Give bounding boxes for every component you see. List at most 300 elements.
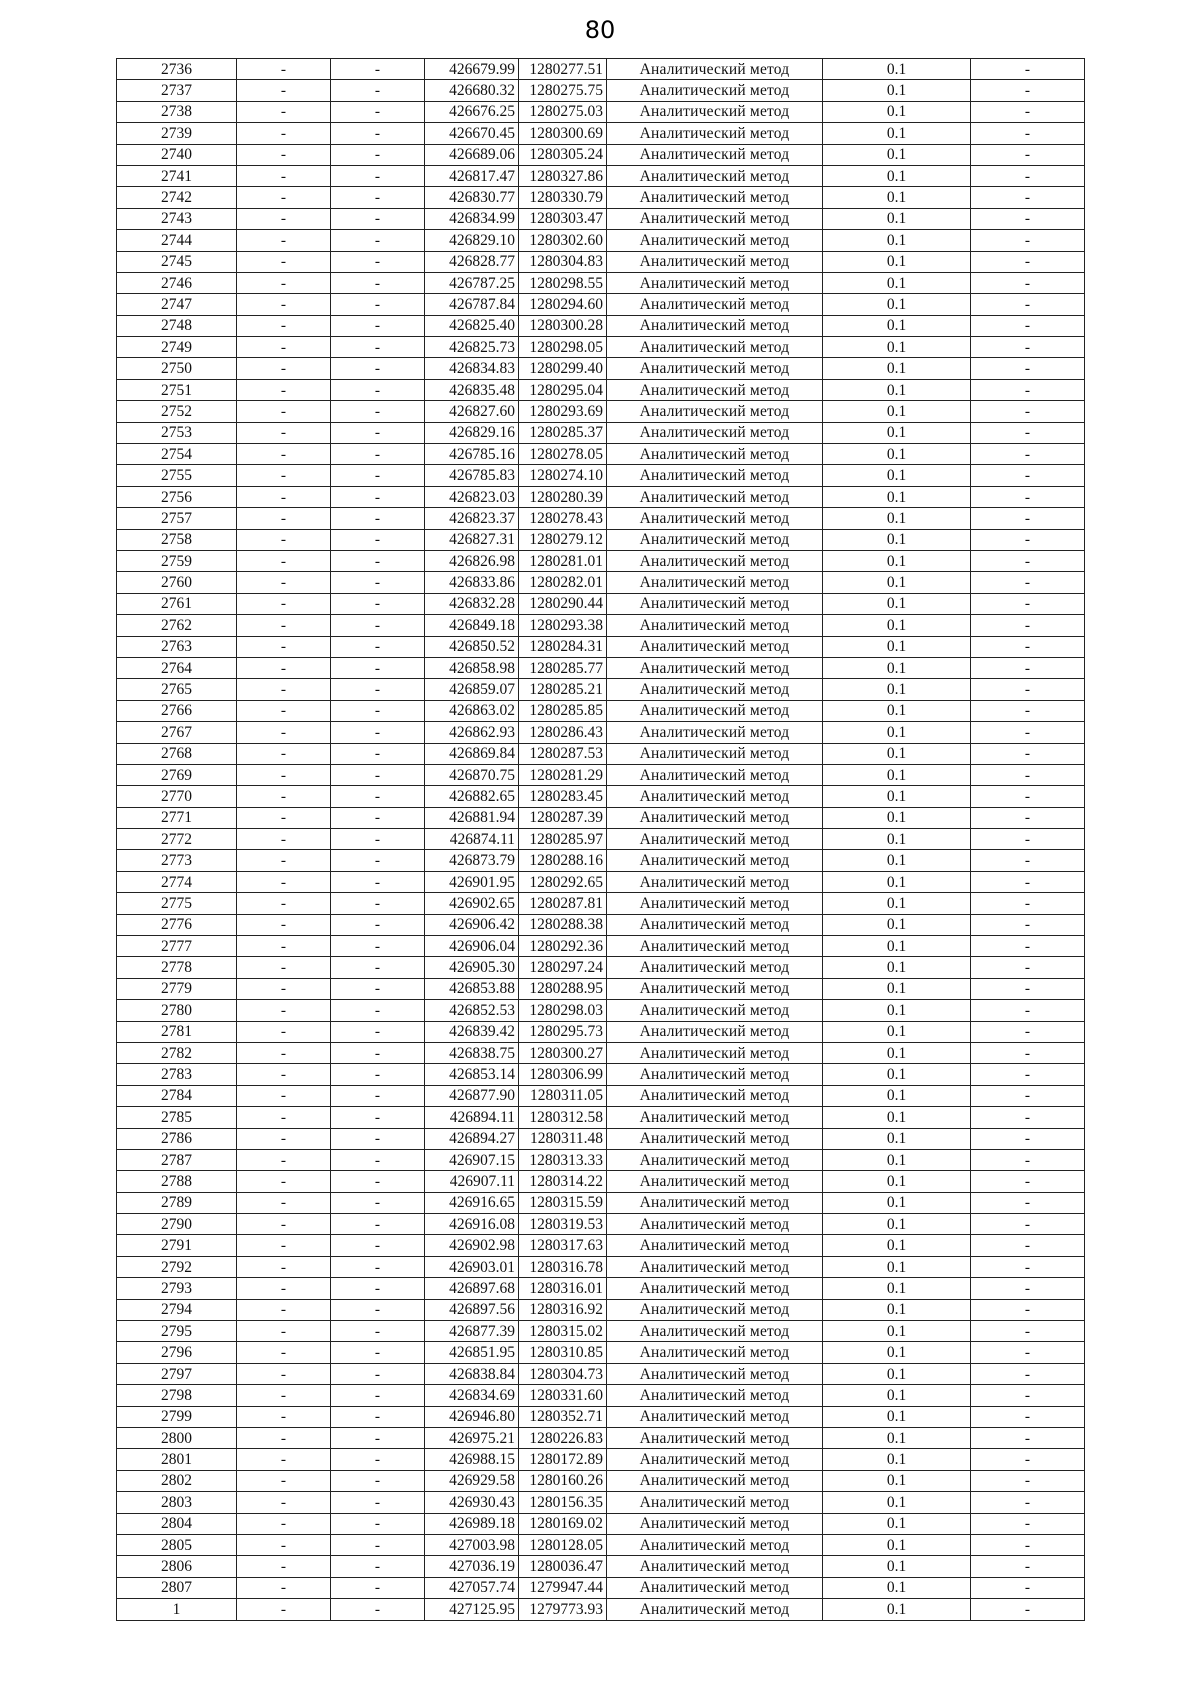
x-coordinate: 426897.56 (425, 1299, 519, 1320)
method-cell: Аналитический метод (607, 315, 823, 336)
accuracy-cell: 0.1 (823, 123, 971, 144)
dash-cell: - (971, 679, 1085, 700)
y-coordinate: 1280303.47 (519, 208, 607, 229)
table-row (117, 1492, 1085, 1513)
x-coordinate: 426853.14 (425, 1064, 519, 1085)
dash-cell: - (237, 636, 331, 657)
dash-cell: - (971, 1214, 1085, 1235)
accuracy-cell: 0.1 (823, 1000, 971, 1021)
accuracy-cell: 0.1 (823, 529, 971, 550)
table-row (117, 1299, 1085, 1320)
table-row (117, 59, 1085, 80)
accuracy-cell: 0.1 (823, 444, 971, 465)
dash-cell: - (237, 807, 331, 828)
table-row (117, 529, 1085, 550)
method-cell: Аналитический метод (607, 1342, 823, 1363)
table-body (117, 59, 1085, 1621)
point-number: 2777 (117, 936, 237, 957)
point-number: 2790 (117, 1214, 237, 1235)
y-coordinate: 1280277.51 (519, 59, 607, 80)
method-cell: Аналитический метод (607, 871, 823, 892)
method-cell: Аналитический метод (607, 187, 823, 208)
page-number: 80 (584, 16, 616, 44)
dash-cell: - (331, 1577, 425, 1598)
method-cell: Аналитический метод (607, 1556, 823, 1577)
dash-cell: - (331, 1513, 425, 1534)
dash-cell: - (237, 1363, 331, 1384)
dash-cell: - (971, 957, 1085, 978)
dash-cell: - (331, 80, 425, 101)
dash-cell: - (331, 1128, 425, 1149)
accuracy-cell: 0.1 (823, 1064, 971, 1085)
accuracy-cell: 0.1 (823, 208, 971, 229)
y-coordinate: 1279773.93 (519, 1599, 607, 1620)
point-number: 2740 (117, 144, 237, 165)
point-number: 2793 (117, 1278, 237, 1299)
y-coordinate: 1280310.85 (519, 1342, 607, 1363)
accuracy-cell: 0.1 (823, 251, 971, 272)
table-row (117, 444, 1085, 465)
accuracy-cell: 0.1 (823, 1192, 971, 1213)
table-row (117, 1513, 1085, 1534)
x-coordinate: 426881.94 (425, 807, 519, 828)
dash-cell: - (331, 679, 425, 700)
y-coordinate: 1280284.31 (519, 636, 607, 657)
method-cell: Аналитический метод (607, 444, 823, 465)
dash-cell: - (331, 1385, 425, 1406)
method-cell: Аналитический метод (607, 1000, 823, 1021)
table-row (117, 1321, 1085, 1342)
x-coordinate: 426827.31 (425, 529, 519, 550)
point-number: 2803 (117, 1492, 237, 1513)
x-coordinate: 426853.88 (425, 978, 519, 999)
dash-cell: - (237, 1085, 331, 1106)
accuracy-cell: 0.1 (823, 422, 971, 443)
table-row (117, 636, 1085, 657)
y-coordinate: 1280128.05 (519, 1534, 607, 1555)
dash-cell: - (971, 123, 1085, 144)
method-cell: Аналитический метод (607, 486, 823, 507)
accuracy-cell: 0.1 (823, 1021, 971, 1042)
dash-cell: - (971, 529, 1085, 550)
dash-cell: - (971, 572, 1085, 593)
accuracy-cell: 0.1 (823, 1214, 971, 1235)
dash-cell: - (237, 550, 331, 571)
x-coordinate: 426834.99 (425, 208, 519, 229)
point-number: 2794 (117, 1299, 237, 1320)
accuracy-cell: 0.1 (823, 187, 971, 208)
dash-cell: - (971, 144, 1085, 165)
accuracy-cell: 0.1 (823, 1534, 971, 1555)
accuracy-cell: 0.1 (823, 272, 971, 293)
point-number: 2737 (117, 80, 237, 101)
dash-cell: - (971, 465, 1085, 486)
dash-cell: - (331, 1278, 425, 1299)
dash-cell: - (237, 1256, 331, 1277)
x-coordinate: 426827.60 (425, 401, 519, 422)
dash-cell: - (237, 957, 331, 978)
point-number: 2799 (117, 1406, 237, 1427)
dash-cell: - (971, 700, 1085, 721)
accuracy-cell: 0.1 (823, 1278, 971, 1299)
coordinates-table (116, 58, 1085, 1621)
point-number: 2745 (117, 251, 237, 272)
table-row (117, 1064, 1085, 1085)
x-coordinate: 426785.16 (425, 444, 519, 465)
x-coordinate: 426902.98 (425, 1235, 519, 1256)
table-row (117, 572, 1085, 593)
point-number: 2761 (117, 593, 237, 614)
x-coordinate: 426863.02 (425, 700, 519, 721)
table-row (117, 272, 1085, 293)
x-coordinate: 426869.84 (425, 743, 519, 764)
y-coordinate: 1280285.37 (519, 422, 607, 443)
dash-cell: - (331, 1171, 425, 1192)
method-cell: Аналитический метод (607, 1470, 823, 1491)
dash-cell: - (331, 957, 425, 978)
dash-cell: - (331, 187, 425, 208)
method-cell: Аналитический метод (607, 615, 823, 636)
method-cell: Аналитический метод (607, 1085, 823, 1106)
point-number: 2758 (117, 529, 237, 550)
y-coordinate: 1280285.21 (519, 679, 607, 700)
dash-cell: - (237, 1321, 331, 1342)
dash-cell: - (331, 550, 425, 571)
method-cell: Аналитический метод (607, 1128, 823, 1149)
accuracy-cell: 0.1 (823, 722, 971, 743)
x-coordinate: 426829.10 (425, 230, 519, 251)
accuracy-cell: 0.1 (823, 572, 971, 593)
accuracy-cell: 0.1 (823, 893, 971, 914)
method-cell: Аналитический метод (607, 101, 823, 122)
table-row (117, 208, 1085, 229)
method-cell: Аналитический метод (607, 1042, 823, 1063)
accuracy-cell: 0.1 (823, 1428, 971, 1449)
dash-cell: - (237, 1534, 331, 1555)
method-cell: Аналитический метод (607, 1385, 823, 1406)
accuracy-cell: 0.1 (823, 1128, 971, 1149)
dash-cell: - (237, 593, 331, 614)
point-number: 2738 (117, 101, 237, 122)
table-row (117, 700, 1085, 721)
dash-cell: - (331, 893, 425, 914)
method-cell: Аналитический метод (607, 850, 823, 871)
dash-cell: - (331, 294, 425, 315)
table-row (117, 337, 1085, 358)
accuracy-cell: 0.1 (823, 636, 971, 657)
accuracy-cell: 0.1 (823, 1513, 971, 1534)
table-row (117, 1278, 1085, 1299)
dash-cell: - (237, 829, 331, 850)
method-cell: Аналитический метод (607, 936, 823, 957)
point-number: 2795 (117, 1321, 237, 1342)
point-number: 2766 (117, 700, 237, 721)
dash-cell: - (331, 1406, 425, 1427)
x-coordinate: 426834.83 (425, 358, 519, 379)
point-number: 2786 (117, 1128, 237, 1149)
x-coordinate: 426852.53 (425, 1000, 519, 1021)
dash-cell: - (971, 1385, 1085, 1406)
dash-cell: - (331, 1599, 425, 1620)
table-row (117, 550, 1085, 571)
y-coordinate: 1280312.58 (519, 1107, 607, 1128)
dash-cell: - (971, 486, 1085, 507)
method-cell: Аналитический метод (607, 743, 823, 764)
dash-cell: - (237, 1021, 331, 1042)
x-coordinate: 426850.52 (425, 636, 519, 657)
method-cell: Аналитический метод (607, 1149, 823, 1170)
x-coordinate: 426877.39 (425, 1321, 519, 1342)
accuracy-cell: 0.1 (823, 165, 971, 186)
dash-cell: - (237, 1192, 331, 1213)
table-row (117, 1042, 1085, 1063)
dash-cell: - (331, 914, 425, 935)
method-cell: Аналитический метод (607, 764, 823, 785)
x-coordinate: 426916.65 (425, 1192, 519, 1213)
y-coordinate: 1280294.60 (519, 294, 607, 315)
point-number: 2751 (117, 379, 237, 400)
table-row (117, 379, 1085, 400)
x-coordinate: 426817.47 (425, 165, 519, 186)
dash-cell: - (237, 850, 331, 871)
dash-cell: - (331, 1299, 425, 1320)
dash-cell: - (971, 1556, 1085, 1577)
dash-cell: - (331, 572, 425, 593)
x-coordinate: 426830.77 (425, 187, 519, 208)
point-number: 2739 (117, 123, 237, 144)
y-coordinate: 1280285.85 (519, 700, 607, 721)
point-number: 2781 (117, 1021, 237, 1042)
accuracy-cell: 0.1 (823, 337, 971, 358)
table-row (117, 1000, 1085, 1021)
dash-cell: - (237, 444, 331, 465)
dash-cell: - (331, 444, 425, 465)
method-cell: Аналитический метод (607, 1428, 823, 1449)
dash-cell: - (331, 1085, 425, 1106)
accuracy-cell: 0.1 (823, 486, 971, 507)
method-cell: Аналитический метод (607, 358, 823, 379)
point-number: 2741 (117, 165, 237, 186)
dash-cell: - (331, 1256, 425, 1277)
x-coordinate: 426829.16 (425, 422, 519, 443)
method-cell: Аналитический метод (607, 914, 823, 935)
x-coordinate: 426849.18 (425, 615, 519, 636)
dash-cell: - (237, 1428, 331, 1449)
dash-cell: - (971, 1299, 1085, 1320)
dash-cell: - (237, 208, 331, 229)
table-row (117, 764, 1085, 785)
method-cell: Аналитический метод (607, 1278, 823, 1299)
x-coordinate: 426946.80 (425, 1406, 519, 1427)
x-coordinate: 426894.11 (425, 1107, 519, 1128)
dash-cell: - (331, 1064, 425, 1085)
x-coordinate: 426877.90 (425, 1085, 519, 1106)
accuracy-cell: 0.1 (823, 1235, 971, 1256)
dash-cell: - (331, 743, 425, 764)
y-coordinate: 1280316.01 (519, 1278, 607, 1299)
method-cell: Аналитический метод (607, 1107, 823, 1128)
point-number: 2774 (117, 871, 237, 892)
point-number: 2804 (117, 1513, 237, 1534)
method-cell: Аналитический метод (607, 1492, 823, 1513)
dash-cell: - (237, 1556, 331, 1577)
method-cell: Аналитический метод (607, 1192, 823, 1213)
table-row (117, 508, 1085, 529)
table-row (117, 1406, 1085, 1427)
accuracy-cell: 0.1 (823, 615, 971, 636)
dash-cell: - (971, 914, 1085, 935)
method-cell: Аналитический метод (607, 829, 823, 850)
point-number: 2768 (117, 743, 237, 764)
y-coordinate: 1280287.39 (519, 807, 607, 828)
dash-cell: - (237, 315, 331, 336)
dash-cell: - (971, 1449, 1085, 1470)
x-coordinate: 426825.40 (425, 315, 519, 336)
y-coordinate: 1280292.65 (519, 871, 607, 892)
dash-cell: - (237, 1470, 331, 1491)
point-number: 2743 (117, 208, 237, 229)
y-coordinate: 1280282.01 (519, 572, 607, 593)
dash-cell: - (331, 1021, 425, 1042)
dash-cell: - (331, 1321, 425, 1342)
dash-cell: - (331, 1428, 425, 1449)
x-coordinate: 426835.48 (425, 379, 519, 400)
method-cell: Аналитический метод (607, 1299, 823, 1320)
x-coordinate: 426930.43 (425, 1492, 519, 1513)
point-number: 2802 (117, 1470, 237, 1491)
dash-cell: - (237, 80, 331, 101)
y-coordinate: 1280279.12 (519, 529, 607, 550)
y-coordinate: 1279947.44 (519, 1577, 607, 1598)
accuracy-cell: 0.1 (823, 1085, 971, 1106)
table-row (117, 144, 1085, 165)
dash-cell: - (237, 101, 331, 122)
method-cell: Аналитический метод (607, 700, 823, 721)
dash-cell: - (971, 722, 1085, 743)
y-coordinate: 1280315.02 (519, 1321, 607, 1342)
dash-cell: - (237, 978, 331, 999)
dash-cell: - (971, 337, 1085, 358)
dash-cell: - (331, 1342, 425, 1363)
y-coordinate: 1280172.89 (519, 1449, 607, 1470)
accuracy-cell: 0.1 (823, 315, 971, 336)
dash-cell: - (971, 1128, 1085, 1149)
accuracy-cell: 0.1 (823, 1171, 971, 1192)
point-number: 2771 (117, 807, 237, 828)
method-cell: Аналитический метод (607, 978, 823, 999)
y-coordinate: 1280283.45 (519, 786, 607, 807)
method-cell: Аналитический метод (607, 679, 823, 700)
dash-cell: - (237, 700, 331, 721)
method-cell: Аналитический метод (607, 337, 823, 358)
dash-cell: - (331, 786, 425, 807)
y-coordinate: 1280313.33 (519, 1149, 607, 1170)
dash-cell: - (971, 1171, 1085, 1192)
point-number: 2772 (117, 829, 237, 850)
dash-cell: - (331, 1042, 425, 1063)
dash-cell: - (971, 251, 1085, 272)
point-number: 2757 (117, 508, 237, 529)
dash-cell: - (331, 807, 425, 828)
method-cell: Аналитический метод (607, 422, 823, 443)
method-cell: Аналитический метод (607, 1235, 823, 1256)
dash-cell: - (971, 294, 1085, 315)
table-row (117, 1149, 1085, 1170)
x-coordinate: 426676.25 (425, 101, 519, 122)
method-cell: Аналитический метод (607, 1599, 823, 1620)
y-coordinate: 1280285.97 (519, 829, 607, 850)
dash-cell: - (237, 1278, 331, 1299)
method-cell: Аналитический метод (607, 123, 823, 144)
point-number: 2767 (117, 722, 237, 743)
dash-cell: - (237, 422, 331, 443)
dash-cell: - (331, 1492, 425, 1513)
y-coordinate: 1280275.03 (519, 101, 607, 122)
point-number: 2791 (117, 1235, 237, 1256)
x-coordinate: 426905.30 (425, 957, 519, 978)
method-cell: Аналитический метод (607, 550, 823, 571)
accuracy-cell: 0.1 (823, 914, 971, 935)
y-coordinate: 1280305.24 (519, 144, 607, 165)
table-row (117, 786, 1085, 807)
method-cell: Аналитический метод (607, 1513, 823, 1534)
x-coordinate: 426929.58 (425, 1470, 519, 1491)
accuracy-cell: 0.1 (823, 401, 971, 422)
x-coordinate: 426882.65 (425, 786, 519, 807)
point-number: 2775 (117, 893, 237, 914)
dash-cell: - (971, 1428, 1085, 1449)
accuracy-cell: 0.1 (823, 743, 971, 764)
dash-cell: - (331, 379, 425, 400)
table-row (117, 1107, 1085, 1128)
table-row (117, 829, 1085, 850)
accuracy-cell: 0.1 (823, 1107, 971, 1128)
dash-cell: - (331, 1449, 425, 1470)
y-coordinate: 1280306.99 (519, 1064, 607, 1085)
method-cell: Аналитический метод (607, 1256, 823, 1277)
dash-cell: - (331, 850, 425, 871)
y-coordinate: 1280281.01 (519, 550, 607, 571)
accuracy-cell: 0.1 (823, 593, 971, 614)
x-coordinate: 426670.45 (425, 123, 519, 144)
dash-cell: - (237, 657, 331, 678)
x-coordinate: 426834.69 (425, 1385, 519, 1406)
accuracy-cell: 0.1 (823, 700, 971, 721)
dash-cell: - (237, 1000, 331, 1021)
table-row (117, 187, 1085, 208)
dash-cell: - (331, 871, 425, 892)
dash-cell: - (331, 1534, 425, 1555)
method-cell: Аналитический метод (607, 165, 823, 186)
method-cell: Аналитический метод (607, 508, 823, 529)
dash-cell: - (971, 1470, 1085, 1491)
method-cell: Аналитический метод (607, 722, 823, 743)
dash-cell: - (971, 101, 1085, 122)
dash-cell: - (971, 230, 1085, 251)
x-coordinate: 426988.15 (425, 1449, 519, 1470)
point-number: 2801 (117, 1449, 237, 1470)
point-number: 2760 (117, 572, 237, 593)
table-row (117, 593, 1085, 614)
y-coordinate: 1280290.44 (519, 593, 607, 614)
x-coordinate: 426906.42 (425, 914, 519, 935)
dash-cell: - (971, 1107, 1085, 1128)
table-row (117, 936, 1085, 957)
dash-cell: - (971, 1406, 1085, 1427)
method-cell: Аналитический метод (607, 593, 823, 614)
dash-cell: - (237, 1385, 331, 1406)
accuracy-cell: 0.1 (823, 1449, 971, 1470)
